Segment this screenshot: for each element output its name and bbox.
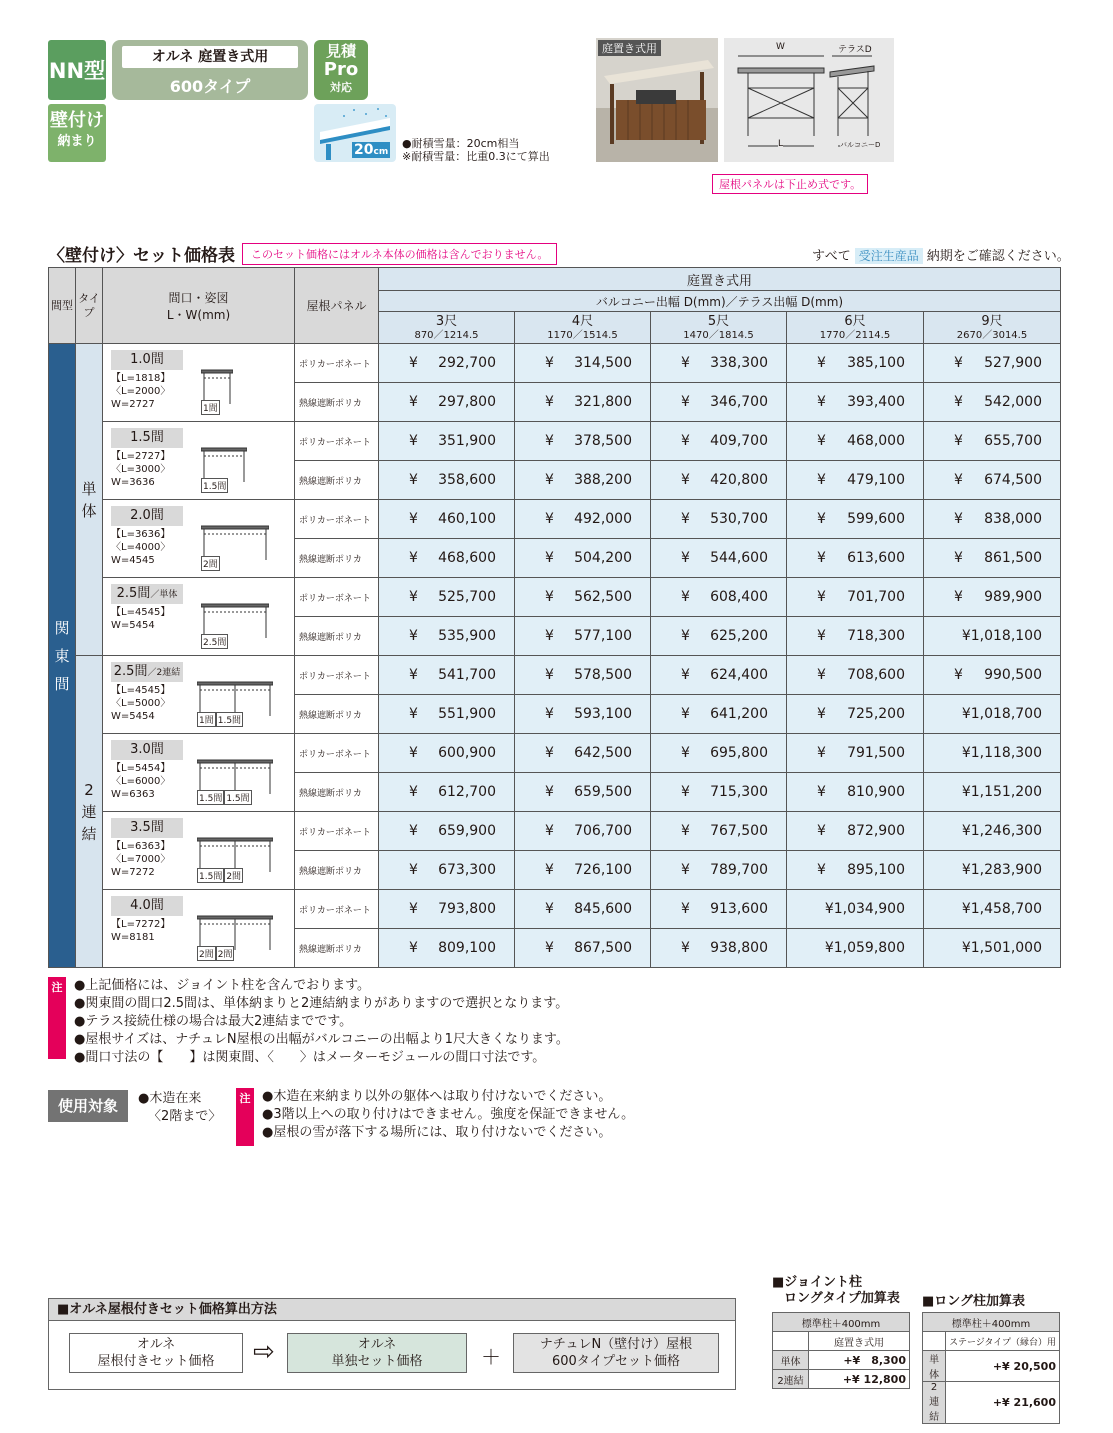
side-kanto: 関 東 間 (49, 344, 76, 968)
price-cell: ¥ 793,800 (379, 890, 515, 929)
dim-meter: 〈L=2000〉 (111, 386, 171, 397)
price-cell: ¥ 642,500 (515, 734, 651, 773)
snow-notes (402, 137, 550, 163)
product-line2: 600タイプ (169, 77, 251, 96)
frame-span-label: 1.5間 (216, 712, 243, 727)
snow-value: 20 (354, 142, 374, 158)
dim-kanto: 【L=2727】 (111, 451, 171, 462)
price-cell: ¥ 420,800 (651, 461, 787, 500)
panel-type: 熱線遮断ポリカ (295, 929, 379, 968)
price-cell: ¥ 789,700 (651, 851, 787, 890)
price-cell: ¥ 578,500 (515, 656, 651, 695)
made-to-order-note (812, 245, 1070, 264)
long-sub: ステージタイプ（縁台）用 (946, 1332, 1060, 1351)
column-label: 5尺 (707, 313, 730, 329)
usage-label: 使用対象 (48, 1090, 128, 1122)
price-cell: ¥ 838,000 (924, 500, 1061, 539)
panel-type: 熱線遮断ポリカ (295, 383, 379, 422)
column-dims: 870／1214.5 (414, 329, 479, 341)
frame-span-label: 1.5間 (197, 790, 224, 805)
dim-meter: 〈L=7000〉 (111, 854, 171, 865)
header-type: タイプ (76, 268, 103, 344)
size-cell (103, 734, 295, 812)
price-cell: ¥ 321,800 (515, 383, 651, 422)
price-cell: ¥ 659,900 (379, 812, 515, 851)
price-cell: ¥ 726,100 (515, 851, 651, 890)
long-row-key: 2連結 (923, 1382, 946, 1424)
joint-row-value: +¥ 12,800 (809, 1370, 910, 1389)
snow-note1: ●耐積雪量：20cm相当 (402, 137, 520, 150)
price-cell: ¥ 641,200 (651, 695, 787, 734)
panel-type: ポリカーボネート (295, 656, 379, 695)
price-cell: ¥ 351,900 (379, 422, 515, 461)
price-cell: ¥ 551,900 (379, 695, 515, 734)
drawing-balcony: バルコニーD (840, 141, 881, 149)
price-cell: ¥ 378,500 (515, 422, 651, 461)
mount-badge-line1: 壁付け (50, 110, 104, 131)
dim-width: W=7272 (111, 867, 155, 878)
price-cell: ¥ 504,200 (515, 539, 651, 578)
usage-notes (262, 1088, 634, 1142)
size-cell (103, 812, 295, 890)
price-cell: ¥ 385,100 (787, 344, 924, 383)
size-label: 2.0間 (111, 506, 183, 526)
price-cell: ¥ 718,300 (787, 617, 924, 656)
price-cell: ¥ 872,900 (787, 812, 924, 851)
snow-load-icon (314, 104, 396, 162)
column-header (787, 312, 924, 344)
long-title: ■ロング柱加算表 (922, 1294, 1026, 1309)
pergola-photo (596, 38, 718, 162)
long-row-value: +¥ 20,500 (946, 1351, 1060, 1382)
usage-line1: ●木造在来 (138, 1091, 202, 1106)
note-mark: 注 (48, 977, 66, 1059)
size-cell (103, 578, 295, 656)
frame-span-label: 1.5間 (201, 478, 228, 493)
column-header (379, 312, 515, 344)
usage-text (138, 1090, 221, 1126)
price-cell: ¥ 393,400 (787, 383, 924, 422)
column-dims: 1170／1514.5 (547, 329, 618, 341)
price-cell: ¥ 791,500 (787, 734, 924, 773)
price-cell: ¥ 388,200 (515, 461, 651, 500)
price-cell: ¥ 544,600 (651, 539, 787, 578)
calc-box-result: オルネ 屋根付きセット価格 (69, 1333, 243, 1373)
pro-line2: Pro (323, 59, 359, 80)
joint-row-key: 2連結 (773, 1370, 809, 1389)
frame-span-label: 2間 (224, 868, 243, 883)
panel-type: 熱線遮断ポリカ (295, 539, 379, 578)
price-cell: ¥ 535,900 (379, 617, 515, 656)
price-cell: ¥1,246,300 (924, 812, 1061, 851)
size-label: 3.5間 (111, 818, 183, 838)
calc-method (48, 1298, 736, 1390)
header-sub: バルコニー出幅 D(mm)／テラス出幅 D(mm) (379, 291, 1061, 312)
header-panel: 屋根パネル (295, 268, 379, 344)
column-dims: 2670／3014.5 (956, 329, 1028, 341)
calc-arrow-icon: ⇨ (253, 1337, 275, 1367)
price-cell: ¥ 895,100 (787, 851, 924, 890)
note-line: ●屋根サイズは、ナチュレN屋根の出幅がバルコニーの出幅より1尺大きくなります。 (74, 1032, 569, 1047)
size-label: 1.0間 (111, 350, 183, 370)
roof-panel-note: 屋根パネルは下止め式です。 (712, 174, 868, 194)
size-label: 3.0間 (111, 740, 183, 760)
drawing-w: W (776, 42, 785, 52)
price-cell: ¥ 542,000 (924, 383, 1061, 422)
dim-width: W=5454 (111, 620, 155, 631)
price-cell: ¥ 479,100 (787, 461, 924, 500)
frame-span-label: 2間 (197, 946, 216, 961)
header-kankei: 間型 (49, 268, 76, 344)
price-cell: ¥ 525,700 (379, 578, 515, 617)
column-header (651, 312, 787, 344)
table-row (49, 734, 1061, 773)
price-cell: ¥ 608,400 (651, 578, 787, 617)
note-line: ●テラス接続仕様の場合は最大2連結までです。 (74, 1014, 353, 1029)
size-cell (103, 344, 295, 422)
usage-line2: 〈2階まで〉 (148, 1109, 222, 1124)
frame-span-label: 2.5間 (201, 634, 228, 649)
product-name-box (112, 40, 308, 100)
joint-title: ■ジョイント柱 ロングタイプ加算表 (772, 1275, 900, 1306)
size-label: 4.0間 (111, 896, 183, 916)
header-group: 庭置き式用 (379, 268, 1061, 291)
panel-type: 熱線遮断ポリカ (295, 851, 379, 890)
price-cell: ¥ 541,700 (379, 656, 515, 695)
price-cell: ¥1,018,700 (924, 695, 1061, 734)
dim-kanto: 【L=6363】 (111, 841, 171, 852)
section-title: 〈壁付け〉セット価格表 (48, 246, 235, 266)
frame-span-label: 1間 (201, 400, 220, 415)
column-dims: 1470／1814.5 (683, 329, 754, 341)
frame-span-label: 1.5間 (224, 790, 251, 805)
joint-sub: 庭置き式用 (809, 1332, 910, 1351)
frame-span-label: 2間 (201, 556, 220, 571)
frame-span-label: 1.5間 (197, 868, 224, 883)
panel-type: ポリカーボネート (295, 812, 379, 851)
price-cell: ¥ 625,200 (651, 617, 787, 656)
dim-kanto: 【L=5454】 (111, 763, 171, 774)
price-cell: ¥ 655,700 (924, 422, 1061, 461)
size-cell (103, 890, 295, 968)
price-cell: ¥ 338,300 (651, 344, 787, 383)
note-lines (74, 977, 569, 1067)
dim-kanto: 【L=7272】 (111, 919, 171, 930)
price-cell: ¥1,034,900 (787, 890, 924, 929)
note-line: ●間口寸法の【 】は関東間、〈 〉はメーターモジュールの間口寸法です。 (74, 1050, 546, 1065)
panel-type: ポリカーボネート (295, 422, 379, 461)
price-cell: ¥1,501,000 (924, 929, 1061, 968)
price-cell: ¥ 674,500 (924, 461, 1061, 500)
price-cell: ¥ 706,700 (515, 812, 651, 851)
panel-type: 熱線遮断ポリカ (295, 461, 379, 500)
drawing-l: L (778, 139, 784, 149)
calc-title: ■オルネ屋根付きセット価格算出方法 (49, 1299, 735, 1321)
price-cell: ¥ 695,800 (651, 734, 787, 773)
table-row (49, 344, 1061, 383)
dim-kanto: 【L=3636】 (111, 529, 171, 540)
dim-meter: 〈L=5000〉 (111, 698, 171, 709)
price-cell: ¥ 409,700 (651, 422, 787, 461)
column-dims: 1770／2114.5 (819, 329, 891, 341)
pro-badge (314, 40, 368, 100)
price-cell: ¥ 297,800 (379, 383, 515, 422)
calc-box-roof: ナチュレN（壁付け）屋根 600タイプセット価格 (513, 1333, 719, 1373)
size-cell (103, 422, 295, 500)
dim-width: W=3636 (111, 477, 155, 488)
price-cell: ¥ 468,000 (787, 422, 924, 461)
price-cell: ¥ 314,500 (515, 344, 651, 383)
price-cell: ¥ 624,400 (651, 656, 787, 695)
price-cell: ¥1,018,100 (924, 617, 1061, 656)
joint-row-key: 単体 (773, 1351, 809, 1370)
price-cell: ¥ 292,700 (379, 344, 515, 383)
table-row (49, 890, 1061, 929)
price-cell: ¥ 673,300 (379, 851, 515, 890)
table-row (49, 578, 1061, 617)
column-label: 9尺 (981, 313, 1003, 329)
price-cell: ¥ 612,700 (379, 773, 515, 812)
note-line: ●関東間の間口2.5間は、単体納まりと2連結納まりがありますので選択となります。 (74, 996, 569, 1011)
price-cell: ¥ 708,600 (787, 656, 924, 695)
panel-type: 熱線遮断ポリカ (295, 617, 379, 656)
dim-width: W=2727 (111, 399, 155, 410)
photo-label: 庭置き式用 (598, 40, 661, 56)
pro-line3: 対応 (330, 81, 352, 94)
price-cell: ¥ 867,500 (515, 929, 651, 968)
calc-box-orne: オルネ 単独セット価格 (287, 1333, 467, 1373)
joint-row-value: +¥ 8,300 (809, 1351, 910, 1370)
panel-type: ポリカーボネート (295, 578, 379, 617)
long-table (922, 1312, 1060, 1424)
price-cell: ¥ 577,100 (515, 617, 651, 656)
price-cell: ¥ 527,900 (924, 344, 1061, 383)
joint-head: 標準柱＋400mm (773, 1313, 910, 1332)
usage-note-line: ●3階以上への取り付けはできません。強度を保証できません。 (262, 1107, 635, 1122)
product-photo (596, 38, 718, 162)
dim-width: W=4545 (111, 555, 155, 566)
size-label: 2.5間／単体 (111, 584, 183, 604)
column-label: 4尺 (571, 313, 594, 329)
price-cell: ¥1,283,900 (924, 851, 1061, 890)
section-note: このセット価格にはオルネ本体の価格は含んでおりません。 (242, 243, 557, 265)
price-cell: ¥1,059,800 (787, 929, 924, 968)
dim-kanto: 【L=1818】 (111, 373, 171, 384)
joint-table (772, 1312, 910, 1389)
price-cell: ¥ 468,600 (379, 539, 515, 578)
usage-note-line: ●屋根の雪が落下する場所には、取り付けないでください。 (262, 1125, 612, 1140)
price-cell: ¥ 492,000 (515, 500, 651, 539)
price-cell: ¥1,151,200 (924, 773, 1061, 812)
price-cell: ¥ 593,100 (515, 695, 651, 734)
mount-badge (48, 104, 106, 162)
product-line1: オルネ 庭置き式用 (122, 46, 298, 68)
panel-type: 熱線遮断ポリカ (295, 695, 379, 734)
side-single: 単 体 (76, 344, 103, 656)
dimension-drawing (724, 38, 894, 162)
dim-meter: 〈L=6000〉 (111, 776, 171, 787)
price-cell: ¥ 913,600 (651, 890, 787, 929)
price-cell: ¥ 659,500 (515, 773, 651, 812)
panel-type: ポリカーボネート (295, 734, 379, 773)
note-line: ●上記価格には、ジョイント柱を含んでおります。 (74, 978, 371, 993)
right-note-pre: すべて (812, 249, 851, 264)
price-cell: ¥ 562,500 (515, 578, 651, 617)
price-cell: ¥ 845,600 (515, 890, 651, 929)
price-cell: ¥ 715,300 (651, 773, 787, 812)
price-cell: ¥ 809,100 (379, 929, 515, 968)
long-row-value: +¥ 21,600 (946, 1382, 1060, 1424)
dim-width: W=8181 (111, 932, 155, 943)
size-label: 1.5間 (111, 428, 183, 448)
price-cell: ¥ 358,600 (379, 461, 515, 500)
price-cell: ¥ 810,900 (787, 773, 924, 812)
long-head: 標準柱＋400mm (923, 1313, 1060, 1332)
long-row-key: 単体 (923, 1351, 946, 1382)
dim-meter: 〈L=4000〉 (111, 542, 171, 553)
dim-kanto: 【L=4545】 (111, 685, 171, 696)
made-to-order-tag: 受注生産品 (855, 248, 923, 264)
price-cell: ¥1,118,300 (924, 734, 1061, 773)
price-cell: ¥ 460,100 (379, 500, 515, 539)
price-cell: ¥ 600,900 (379, 734, 515, 773)
price-cell: ¥ 989,900 (924, 578, 1061, 617)
price-cell: ¥ 990,500 (924, 656, 1061, 695)
price-cell: ¥ 530,700 (651, 500, 787, 539)
snow-unit: cm (373, 147, 389, 157)
snow-note2: ※耐積雪量：比重0.3にて算出 (402, 150, 550, 163)
column-label: 6尺 (844, 313, 866, 329)
dim-width: W=6363 (111, 789, 155, 800)
pro-line1: 見積 (325, 42, 356, 60)
column-header (515, 312, 651, 344)
table-row (49, 656, 1061, 695)
column-label: 3尺 (435, 313, 458, 329)
dim-kanto: 【L=4545】 (111, 607, 171, 618)
price-cell: ¥ 767,500 (651, 812, 787, 851)
header-size: 間口・姿図 L・W(mm) (103, 268, 295, 344)
table-row (49, 422, 1061, 461)
size-cell (103, 656, 295, 734)
drawing-terrace: テラスD (838, 45, 872, 55)
frame-span-label: 1間 (197, 712, 216, 727)
price-cell: ¥1,458,700 (924, 890, 1061, 929)
size-cell (103, 500, 295, 578)
usage-note-mark: 注 (236, 1088, 254, 1146)
panel-type: ポリカーボネート (295, 890, 379, 929)
price-cell: ¥ 599,600 (787, 500, 924, 539)
price-cell: ¥ 725,200 (787, 695, 924, 734)
type-badge: NN型 (48, 40, 106, 100)
price-table (48, 267, 1061, 968)
panel-type: ポリカーボネート (295, 500, 379, 539)
panel-type: 熱線遮断ポリカ (295, 773, 379, 812)
column-header (924, 312, 1061, 344)
usage-note-line: ●木造在来納まり以外の躯体へは取り付けないでください。 (262, 1089, 612, 1104)
price-cell: ¥ 613,600 (787, 539, 924, 578)
panel-type: ポリカーボネート (295, 344, 379, 383)
table-row (49, 500, 1061, 539)
price-cell: ¥ 861,500 (924, 539, 1061, 578)
table-row (49, 812, 1061, 851)
dim-meter: 〈L=3000〉 (111, 464, 171, 475)
right-note-post: 納期をご確認ください。 (926, 249, 1070, 264)
mount-badge-line2: 納まり (57, 134, 97, 149)
dim-width: W=5454 (111, 711, 155, 722)
size-label: 2.5間／2連結 (111, 662, 183, 682)
frame-span-label: 2間 (216, 946, 235, 961)
price-cell: ¥ 346,700 (651, 383, 787, 422)
price-cell: ¥ 701,700 (787, 578, 924, 617)
side-double: 2 連 結 (76, 656, 103, 968)
calc-plus: ＋ (481, 1345, 501, 1369)
price-cell: ¥ 938,800 (651, 929, 787, 968)
